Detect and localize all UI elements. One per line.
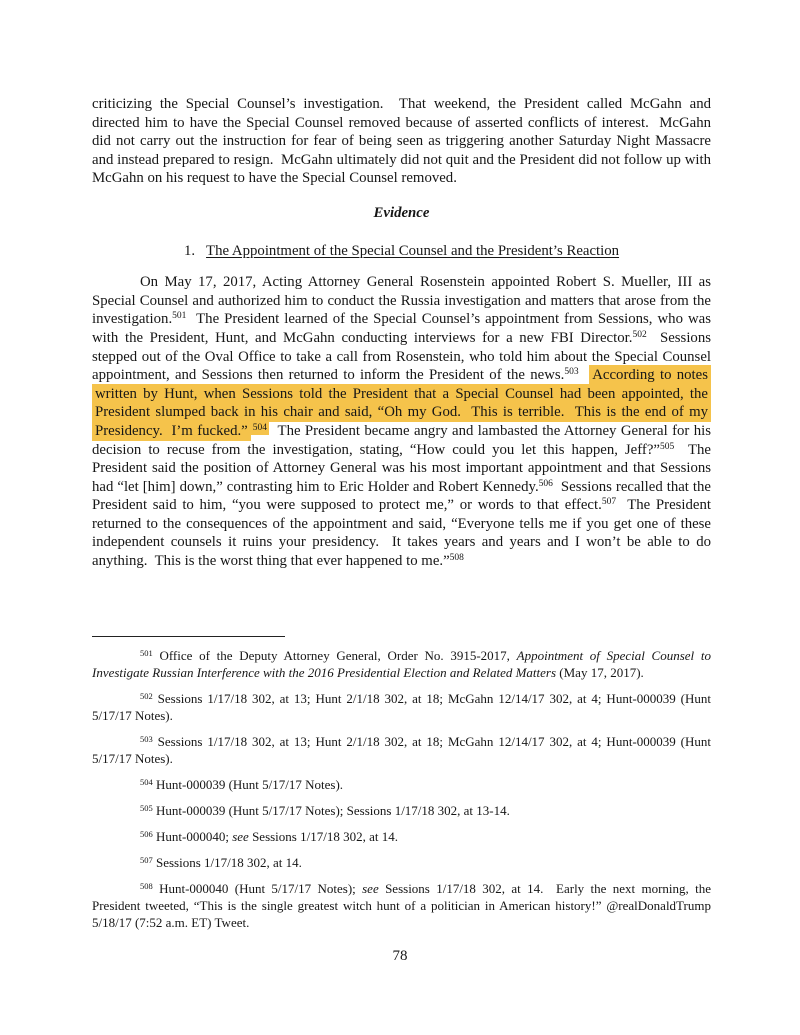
footnote-separator [92,636,285,637]
footnote-502: $^{502}$ Sessions 1/17/18 302, at 13; Hunt 2/1/18 302, at 18; McGahn 12/14/17 302, at 4; Hunt-000039 (Hunt 5/17/17 Notes). [92,691,711,723]
evidence-heading: Evidence [373,204,430,221]
footnote-504: $^{504}$ Hunt-000039 (Hunt 5/17/17 Notes). [140,777,344,792]
section-title: The Appointment of the Special Counsel and the President’s Reaction [206,242,620,259]
section-heading [92,242,711,261]
page-number: 78 [392,948,408,964]
paragraph-continuation: criticizing the Special Counsel’s investigation. That weekend, the President called McGahn and directed him to have the Special Counsel removed because of asserted conflicts of interest. McGahn did not carry out the instruction for fear of being seen as triggering another Saturday Night Massacre and instead prepared to resign. McGahn ultimately did not quit and the President did not follow up with McGahn on his request to have the Special Counsel removed. [92,96,711,187]
footnote-501: $^{501}$ Office of the Deputy Attorney General, Order No. 3915-2017, Appointment of Special Counsel to Investigate Russian Interference with the 2016 Presidential Election and Related Matters (May 17, 2017). [92,648,711,680]
footnote-506: $^{506}$ Hunt-000040; see Sessions 1/17/18 302, at 14. [140,829,398,844]
footnote-508: $^{508}$ Hunt-000040 (Hunt 5/17/17 Notes); see Sessions 1/17/18 302, at 14. Early the next morning, the President tweeted, “This is the single greatest witch hunt of a politician in American history!” @realDonaldTrump 5/18/17 (7:52 a.m. ET) Tweet. [92,881,711,930]
footnotes-section [92,636,711,940]
footnote-505: $^{505}$ Hunt-000039 (Hunt 5/17/17 Notes); Sessions 1/17/18 302, at 13-14. [140,803,510,818]
footnote-503: $^{503}$ Sessions 1/17/18 302, at 13; Hunt 2/1/18 302, at 18; McGahn 12/14/17 302, at 4; Hunt-000039 (Hunt 5/17/17 Notes). [92,734,711,766]
footnote-507: $^{507}$ Sessions 1/17/18 302, at 14. [140,855,302,870]
page-body [92,95,711,571]
section-number: 1. [183,242,196,259]
paragraph-main: On May 17, 2017, Acting Attorney General Rosenstein appointed Robert S. Mueller, III as Special Counsel and authorized him to conduct the Russia investigation and matters that arose from the investigation.$^{501}$ The President learned of the Special Counsel’s appointment from Sessions, who was with the President, Hunt, and McGahn conducting interviews for a new FBI Director.$^{502}$ Sessions stepped out of the Oval Office to take a call from Rosenstein, who told him about the Special Counsel appointment, and Sessions then returned to inform the President of the news.$^{503}$ According to notes written by Hunt, when Sessions told the President that a Special Counsel had been appointed, the President slumped back in his chair and said, “Oh my God. This is terrible. This is the end of my Presidency. I’m fucked.” $^{504}$ The President became angry and lambasted the Attorney General for his decision to recuse from the investigation, stating, “How could you let this happen, Jeff?”$^{505}$ The President said the position of Attorney General was his most important appointment and that Sessions had “let [him] down,” contrasting him to Eric Holder and Robert Kennedy.$^{506}$ Sessions recalled that the President said to him, “you were supposed to protect me,” or words to that effect.$^{507}$ The President returned to the consequences of the appointment and said, “Everyone tells me if you get one of these independent counsels it ruins your presidency. It takes years and years and I won’t be able to do anything. This is the worst thing that ever happened to me.”$^{508}$ [92,274,711,570]
